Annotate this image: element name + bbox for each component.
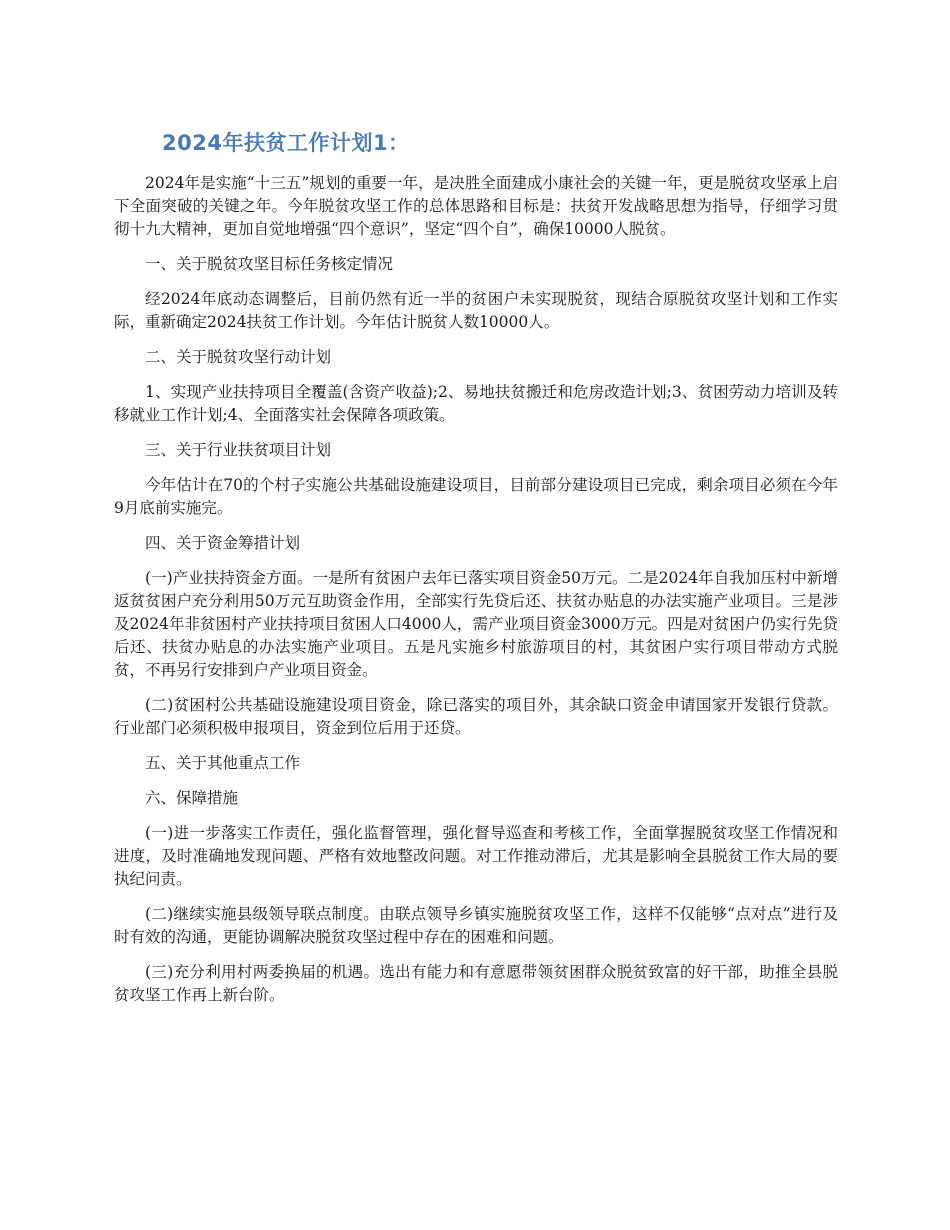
section-heading-2: 二、关于脱贫攻坚行动计划	[145, 348, 332, 366]
paragraph-industry-projects: 今年估计在70的个村子实施公共基础设施建设项目，目前部分建设项目已完成，剩余项目必须在今年9月底前实施完。	[114, 476, 838, 517]
document-title: 2024年扶贫工作计划1：	[162, 131, 410, 155]
paragraph-measure-2: (二)继续实施县级领导联点制度。由联点领导乡镇实施脱贫攻坚工作，这样不仅能够“点对点”进行及时有效的沟通，更能协调解决脱贫攻坚过程中存在的困难和问题。	[114, 905, 838, 946]
section-heading-4: 四、关于资金筹措计划	[145, 534, 301, 552]
paragraph-intro: 2024年是实施“十三五”规划的重要一年，是决胜全面建成小康社会的关键一年，更是脱贫攻坚承上启下全面突破的关键之年。今年脱贫攻坚工作的总体思路和目标是：扶贫开发战略思想为指导，仔细学习贯彻十九大精神，更加自觉地增强“四个意识”，坚定“四个自”，确保10000人脱贫。	[114, 174, 838, 238]
paragraph-measure-1: (一)进一步落实工作责任，强化监督管理，强化督导巡查和考核工作，全面掌握脱贫攻坚工作情况和进度，及时准确地发现问题、严格有效地整改问题。对工作推动滞后，尤其是影响全县脱贫工作大局的要执纪问责。	[114, 824, 838, 888]
paragraph-action-plan: 1、实现产业扶持项目全覆盖(含资产收益);2、易地扶贫搬迁和危房改造计划;3、贫困劳动力培训及转移就业工作计划;4、全面落实社会保障各项政策。	[114, 383, 838, 424]
section-heading-3: 三、关于行业扶贫项目计划	[145, 441, 332, 459]
section-heading-5: 五、关于其他重点工作	[145, 754, 301, 772]
paragraph-funding-industry: (一)产业扶持资金方面。一是所有贫困户去年已落实项目资金50万元。二是2024年自我加压村中新增返贫贫困户充分利用50万元互助资金作用，全部实行先贷后还、扶贫办贴息的办法实施产业项目。三是涉及2024年非贫困村产业扶持项目贫困人口4000人，需产业项目资金3000万元。四是对贫困户仍实行先贷后还、扶贫办贴息的办法实施产业项目。五是凡实施乡村旅游项目的村，其贫困户实行项目带动方式脱贫，不再另行安排到户产业项目资金。	[114, 569, 838, 679]
document-body	[114, 172, 838, 1019]
section-heading-6: 六、保障措施	[145, 789, 239, 807]
section-heading-1: 一、关于脱贫攻坚目标任务核定情况	[145, 255, 394, 273]
paragraph-measure-3: (三)充分利用村两委换届的机遇。选出有能力和有意愿带领贫困群众脱贫致富的好干部，助推全县脱贫攻坚工作再上新台阶。	[114, 963, 838, 1004]
paragraph-funding-infrastructure: (二)贫困村公共基础设施建设项目资金，除已落实的项目外，其余缺口资金申请国家开发银行贷款。行业部门必须积极申报项目，资金到位后用于还贷。	[114, 696, 838, 737]
paragraph-target-review: 经2024年底动态调整后，目前仍然有近一半的贫困户未实现脱贫，现结合原脱贫攻坚计划和工作实际，重新确定2024扶贫工作计划。今年估计脱贫人数10000人。	[114, 290, 838, 331]
